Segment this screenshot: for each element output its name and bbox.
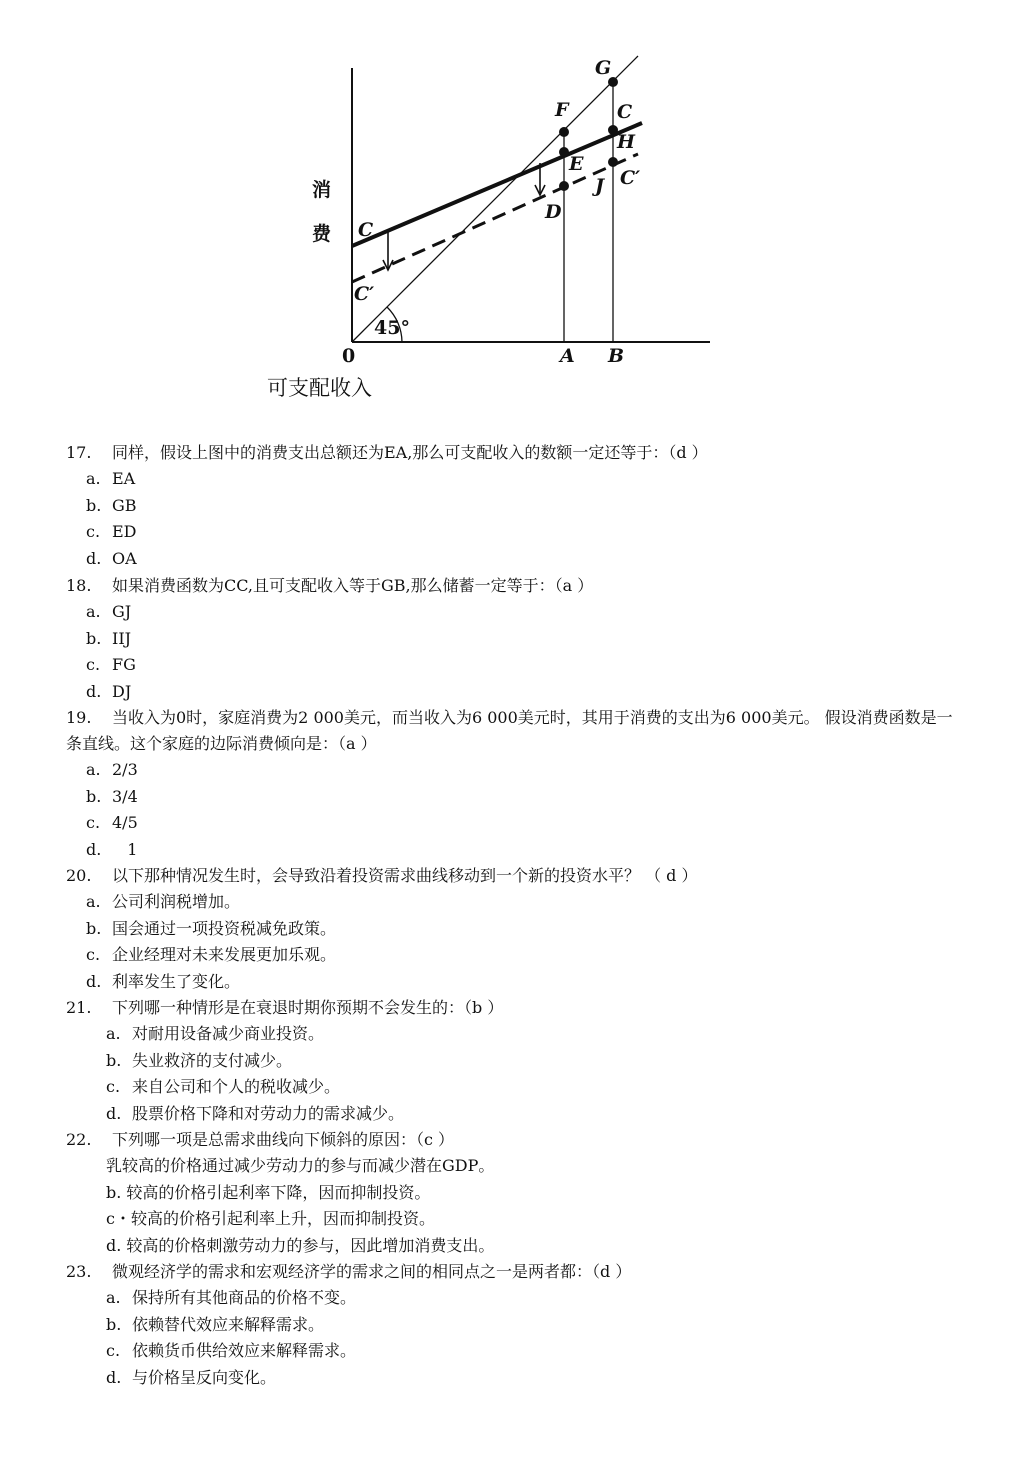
option-text: 企业经理对未来发展更加乐观。 [112, 945, 337, 964]
ylabel-char-2: 费 [312, 223, 332, 245]
option-text: 保持所有其他商品的价格不变。 [132, 1288, 357, 1307]
option-d [106, 1365, 956, 1392]
label-e: E [569, 153, 584, 175]
option-list [66, 889, 956, 995]
option-b [86, 493, 956, 520]
option-letter: b. [106, 1314, 122, 1334]
ylabel-char-1: 消 [312, 179, 332, 201]
question-17 [66, 440, 956, 572]
question-text: 如果消费函数为CC,且可支配收入等于GB,那么储蓄一定等于：（a ） [112, 576, 594, 595]
question-stem [66, 1127, 956, 1153]
45-degree-line [352, 56, 641, 342]
option-letter: c. [86, 813, 101, 832]
option-letter: a. [106, 1288, 121, 1307]
option-line-4: d. 较高的价格刺激劳动力的参与，因此增加消费支出。 [106, 1235, 495, 1255]
option-letter: b. [86, 918, 102, 938]
option-text: 2/3 [112, 760, 138, 779]
question-stem [66, 995, 956, 1021]
option-text: 股票价格下降和对劳动力的需求减少。 [132, 1103, 405, 1123]
option-letter: c. [86, 655, 101, 674]
option-letter: c. [86, 945, 101, 964]
option-text: 失业救济的支付减少。 [132, 1050, 293, 1070]
option-a [86, 889, 956, 916]
option-list [66, 1285, 956, 1391]
option-text: 国会通过一项投资税减免政策。 [112, 918, 337, 938]
point-d [559, 181, 569, 191]
option-letter: a. [86, 892, 101, 911]
option-letter: d. [106, 1103, 122, 1123]
option-line-1: 乳较高的价格通过减少劳动力的参与而减少潜在GDP。 [106, 1156, 495, 1175]
option-text: 公司利润税增加。 [112, 892, 241, 911]
option-d [106, 1101, 956, 1128]
option-text: 来自公司和个人的税收减少。 [132, 1077, 341, 1096]
option-text: 依赖替代效应来解释需求。 [132, 1314, 325, 1334]
option-text: IIJ [112, 628, 132, 648]
question-number: 19. [66, 708, 92, 727]
option-c [86, 810, 956, 837]
option-line-3: c・较高的价格引起利率上升，因而抑制投资。 [106, 1209, 435, 1228]
option-line-2: b. 较高的价格引起利率下降，因而抑制投资。 [106, 1182, 431, 1202]
cprime-line [352, 154, 641, 282]
option-list [66, 1153, 956, 1259]
option-text: 依赖货币供给效应来解释需求。 [132, 1341, 357, 1360]
option-a [86, 757, 956, 784]
question-number: 21. [66, 998, 92, 1017]
option-c [86, 652, 956, 679]
question-stem [66, 863, 956, 889]
option-text: DJ [112, 681, 132, 701]
option-c [106, 1074, 956, 1101]
option-letter: d. [106, 1367, 122, 1387]
question-stem [66, 705, 956, 757]
question-number: 18. [66, 576, 92, 595]
label-b: B [608, 345, 625, 367]
label-c-left: C [358, 219, 374, 241]
option-text: OA [112, 548, 137, 568]
figure-xlabel: 可支配收入 [267, 376, 372, 400]
question-20 [66, 863, 956, 995]
option-list [66, 466, 956, 572]
option-letter: b. [86, 495, 102, 515]
option-a [86, 599, 956, 626]
question-21 [66, 995, 956, 1127]
point-j [608, 157, 618, 167]
option-letter: b. [86, 628, 102, 648]
option-text: 与价格呈反向变化。 [132, 1367, 277, 1387]
question-stem [66, 573, 956, 599]
option-b [86, 626, 956, 653]
question-text: 下列哪一种情形是在衰退时期你预期不会发生的：（b ） [112, 998, 504, 1017]
option-letter: d. [86, 681, 102, 701]
figure-svg [290, 50, 730, 370]
option-text: 利率发生了变化。 [112, 971, 241, 991]
point-f [559, 127, 569, 137]
option-text: ED [112, 522, 137, 541]
option-b [106, 1312, 956, 1339]
question-list [66, 440, 956, 1391]
question-text: 下列哪一项是总需求曲线向下倾斜的原因：（c ） [112, 1130, 455, 1149]
option-a [106, 1285, 956, 1312]
option-letter: d. [86, 839, 102, 859]
option-list [66, 757, 956, 863]
label-g: G [595, 57, 612, 79]
option-text: GJ [112, 602, 132, 621]
option-a [86, 466, 956, 493]
question-stem [66, 1259, 956, 1285]
option-text: EA [112, 469, 136, 488]
option-b [86, 784, 956, 811]
question-number: 23. [66, 1262, 92, 1281]
question-text: 微观经济学的需求和宏观经济学的需求之间的相同点之一是两者都：（d ） [112, 1262, 632, 1281]
option-c [106, 1338, 956, 1365]
option-list [66, 1021, 956, 1127]
question-text: 当收入为0时，家庭消费为2 000美元，而当收入为6 000美元时，其用于消费的支出为6 000美元。 假设消费函数是一条直线。这个家庭的边际消费倾向是：（a ） [66, 708, 953, 753]
option-letter: c. [106, 1077, 121, 1096]
question-number: 22. [66, 1130, 92, 1149]
point-e [559, 147, 569, 157]
option-letter: d. [86, 548, 102, 568]
question-stem [66, 440, 956, 466]
label-a: A [560, 345, 575, 367]
option-d [86, 969, 956, 996]
option-letter: b. [86, 786, 102, 806]
label-c-top: C [617, 101, 633, 123]
question-18 [66, 573, 956, 705]
label-f: F [555, 99, 569, 121]
question-number: 17. [66, 443, 92, 462]
question-19 [66, 705, 956, 863]
option-text: 对耐用设备减少商业投资。 [132, 1024, 325, 1043]
option-text: 3/4 [112, 786, 138, 806]
label-j: J [595, 175, 604, 197]
option-text: GB [112, 495, 137, 515]
question-number: 20. [66, 866, 92, 885]
option-letter: a. [106, 1024, 121, 1043]
option-letter: b. [106, 1050, 122, 1070]
option-list [66, 599, 956, 705]
option-d [86, 837, 956, 864]
option-c [86, 519, 956, 546]
label-cprime-left: C′ [354, 283, 375, 305]
label-angle: 45° [374, 317, 410, 339]
option-text: 1 [112, 839, 138, 859]
option-text: FG [112, 655, 136, 674]
consumption-function-figure [290, 50, 730, 370]
option-letter: d. [86, 971, 102, 991]
option-letter: a. [86, 760, 101, 779]
option-letter: c. [86, 522, 101, 541]
label-cprime-right: C′ [620, 167, 641, 189]
question-22 [66, 1127, 956, 1259]
label-d: D [545, 201, 562, 223]
question-text: 同样，假设上图中的消费支出总额还为EA,那么可支配收入的数额一定还等于：（d ） [112, 443, 708, 462]
label-origin: 0 [342, 345, 356, 367]
option-d [86, 546, 956, 573]
label-h: H [617, 131, 635, 153]
option-letter: a. [86, 602, 101, 621]
option-a [106, 1021, 956, 1048]
option-b [106, 1048, 956, 1075]
option-letter: c. [106, 1341, 121, 1360]
option-d [86, 679, 956, 706]
option-b [86, 916, 956, 943]
option-letter: a. [86, 469, 101, 488]
question-text: 以下那种情况发生时，会导致沿着投资需求曲线移动到一个新的投资水平？ （ d ） [112, 866, 698, 885]
option-c [86, 942, 956, 969]
question-23 [66, 1259, 956, 1391]
option-text: 4/5 [112, 813, 138, 832]
